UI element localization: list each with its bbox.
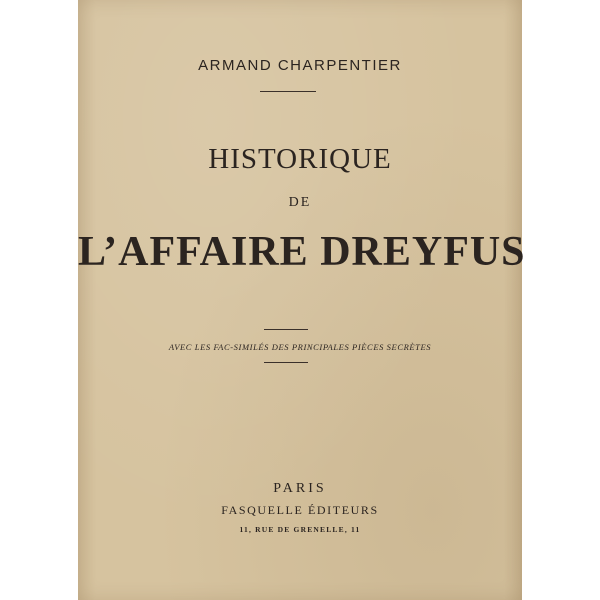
subtitle-divider-top <box>264 329 308 330</box>
subtitle-divider-bottom <box>264 362 308 363</box>
subtitle: AVEC LES FAC-SIMILÉS DES PRINCIPALES PIÈCES SECRÈTES <box>168 342 432 352</box>
author-divider <box>260 91 316 92</box>
book-cover <box>78 0 526 600</box>
title-line-1: HISTORIQUE <box>208 143 392 175</box>
title-line-2: L’AFFAIRE DREYFUS <box>78 229 526 275</box>
title-connector: DE <box>288 195 312 210</box>
publisher-address: 11, RUE DE GRENELLE, 11 <box>239 525 361 534</box>
publisher-name: FASQUELLE ÉDITEURS <box>221 503 379 517</box>
publication-place: PARIS <box>273 481 327 496</box>
author-name: ARMAND CHARPENTIER <box>198 57 402 74</box>
